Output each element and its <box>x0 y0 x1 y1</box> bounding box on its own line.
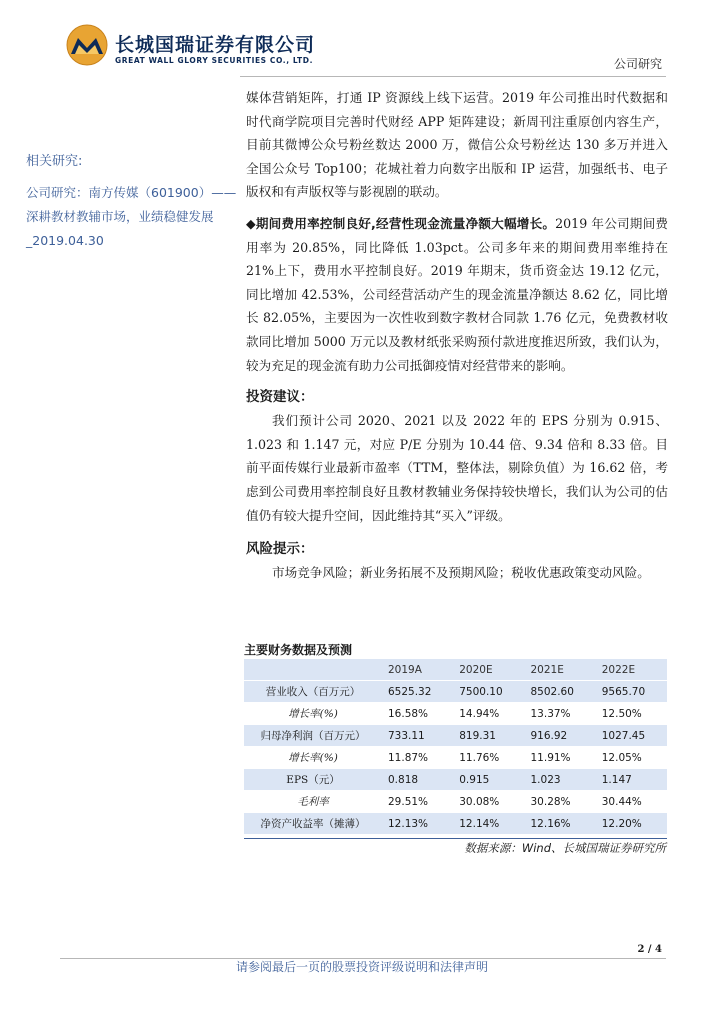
table-cell: 12.20% <box>596 813 667 835</box>
table-cell: 14.94% <box>453 703 524 725</box>
table-cell: 1.023 <box>525 769 596 791</box>
page-number: 2 / 4 <box>637 944 662 955</box>
table-row <box>244 681 667 703</box>
table-cell: 12.13% <box>382 813 453 835</box>
paragraph-heading-expense: ◆期间费用率控制良好,经营性现金流量净额大幅增长。 <box>246 215 556 231</box>
table-header-cell: 2019A <box>382 659 453 681</box>
table-row <box>244 769 667 791</box>
table-cell: 29.51% <box>382 791 453 813</box>
row-label: 增长率(%) <box>244 703 382 725</box>
table-cell: 7500.10 <box>453 681 524 703</box>
page-header <box>0 0 724 80</box>
row-label: 归母净利润（百万元） <box>244 725 382 747</box>
table-header-cell <box>244 659 382 681</box>
legal-notice-link[interactable]: 请参阅最后一页的股票投资评级说明和法律声明 <box>235 960 488 974</box>
row-label: 净资产收益率（摊薄） <box>244 813 382 835</box>
financial-table-title: 主要财务数据及预测 <box>244 643 353 657</box>
table-bottom-rule <box>244 838 667 839</box>
row-label: 毛利率 <box>244 791 382 813</box>
data-source-note: 数据来源：Wind、长城国瑞证券研究所 <box>464 841 666 855</box>
related-research-link-line-2[interactable]: 深耕教材教辅市场，业绩稳健发展 <box>26 209 214 224</box>
table-row <box>244 747 667 769</box>
related-research-date[interactable]: _2019.04.30 <box>26 233 104 248</box>
risk-heading: 风险提示： <box>246 541 314 558</box>
table-cell: 8502.60 <box>525 681 596 703</box>
table-row <box>244 725 667 747</box>
table-cell: 30.44% <box>596 791 667 813</box>
table-cell: 30.08% <box>453 791 524 813</box>
related-research-sidebar <box>26 150 237 253</box>
table-header-cell: 2021E <box>525 659 596 681</box>
related-research-title: 相关研究: <box>26 154 83 169</box>
paragraph-expense-cashflow <box>246 212 668 377</box>
table-cell: 11.87% <box>382 747 453 769</box>
paragraph-media-matrix: 媒体营销矩阵，打通 IP 资源线上线下运营。2019 年公司推出时代数据和时代商学院项目完善时代财经 APP 矩阵建设；新周刊注重原创内容生产，目前其微博公众号粉丝数达 2000 万，微信公众号粉丝达 130 多万并进入全国公众号 Top100；花城社着力向数字出版和 IP 运营，加强纸书、电子版权和有声版权等与影视剧的联动。 <box>246 90 668 200</box>
table-cell: 0.915 <box>453 769 524 791</box>
company-logo-icon <box>66 24 108 66</box>
table-cell: 6525.32 <box>382 681 453 703</box>
table-cell: 819.31 <box>453 725 524 747</box>
table-cell: 13.37% <box>525 703 596 725</box>
company-name-en: GREAT WALL GLORY SECURITIES CO., LTD. <box>115 56 314 65</box>
table-row <box>244 791 667 813</box>
table-cell: 12.05% <box>596 747 667 769</box>
table-row <box>244 813 667 835</box>
related-research-link-line-1[interactable]: 公司研究：南方传媒（601900）—— <box>26 185 237 200</box>
table-cell: 916.92 <box>525 725 596 747</box>
investment-advice-body: 我们预计公司 2020、2021 以及 2022 年的 EPS 分别为 0.915、1.023 和 1.147 元，对应 P/E 分别为 10.44 倍、9.34 倍和 8.33 倍。目前平面传媒行业最新市盈率（TTM，整体法，剔除负值）为 16.62 倍，考虑到公司费用率控制良好且教材教辅业务保持较快增长，我们认为公司的估值仍有较大提升空间，因此维持其“买入”评级。 <box>246 413 668 523</box>
table-cell: 12.14% <box>453 813 524 835</box>
financial-table <box>244 659 667 835</box>
company-name-cn: 长城国瑞证券有限公司 <box>115 34 316 56</box>
risk-body: 市场竞争风险；新业务拓展不及预期风险；税收优惠政策变动风险。 <box>272 565 650 581</box>
table-header-row <box>244 659 667 681</box>
row-label: 增长率(%) <box>244 747 382 769</box>
table-cell: 733.11 <box>382 725 453 747</box>
table-cell: 0.818 <box>382 769 453 791</box>
table-cell: 11.76% <box>453 747 524 769</box>
investment-advice-heading: 投资建议： <box>246 389 314 406</box>
main-content <box>246 86 668 585</box>
table-cell: 1027.45 <box>596 725 667 747</box>
table-header-cell: 2022E <box>596 659 667 681</box>
table-cell: 30.28% <box>525 791 596 813</box>
table-row <box>244 703 667 725</box>
table-cell: 12.50% <box>596 703 667 725</box>
table-cell: 16.58% <box>382 703 453 725</box>
table-cell: 11.91% <box>525 747 596 769</box>
paragraph-body-expense: 2019 年公司期间费用率为 20.85%，同比降低 1.03pct。公司多年来的期间费用率维持在 21%上下，费用水平控制良好。2019 年期末，货币资金达 19.12 亿元，同比增加 42.53%，公司经营活动产生的现金流量净额达 8.62 亿，同比增长 82.05%，主要因为一次性收到数字教材合同款 1.76 亿元，免费教材收款同比增加 5000 万元以及教材纸张采购预付款进度推迟所致，我们认为，较为充足的现金流有助力公司抵御疫情对经营带来的影响。 <box>246 215 668 373</box>
row-label: 营业收入（百万元） <box>244 681 382 703</box>
table-cell: 12.16% <box>525 813 596 835</box>
table-cell: 1.147 <box>596 769 667 791</box>
header-divider <box>240 76 666 77</box>
section-label: 公司研究 <box>613 57 662 71</box>
table-cell: 9565.70 <box>596 681 667 703</box>
row-label: EPS（元） <box>244 769 382 791</box>
table-header-cell: 2020E <box>453 659 524 681</box>
